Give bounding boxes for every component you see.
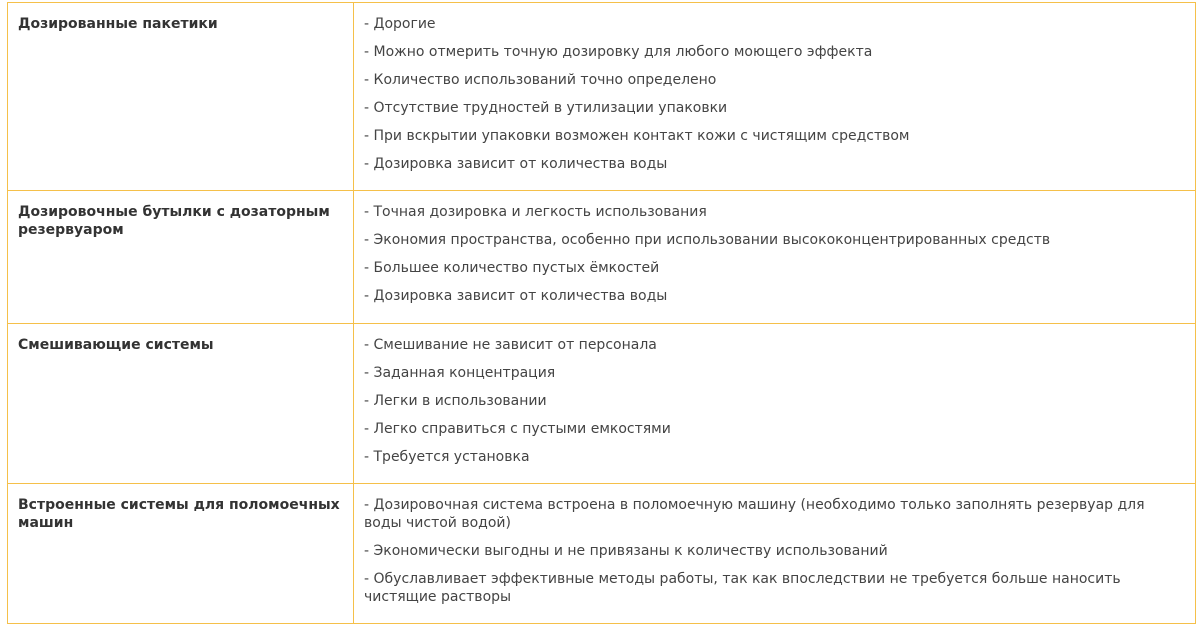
row-items	[354, 324, 1196, 484]
row-items	[354, 3, 1196, 191]
row-label: Смешивающие системы	[8, 324, 354, 484]
list-item: - Дозировка зависит от количества воды	[364, 288, 668, 304]
list-item: - Обуславливает эффективные методы работы, так как впоследствии не требуется больше наносить чистящие растворы	[364, 571, 1121, 605]
list-item: - Требуется установка	[364, 449, 530, 465]
table-row	[8, 484, 1196, 624]
list-item: - Легко справиться с пустыми емкостями	[364, 421, 671, 437]
list-item: - При вскрытии упаковки возможен контакт кожи с чистящим средством	[364, 128, 910, 144]
row-label: Дозировочные бутылки с дозаторным резервуаром	[8, 191, 354, 324]
list-item: - Легки в использовании	[364, 393, 547, 409]
list-item: - Отсутствие трудностей в утилизации упаковки	[364, 100, 728, 116]
table-row	[8, 191, 1196, 324]
list-item: - Экономия пространства, особенно при использовании высококонцентрированных средств	[364, 232, 1051, 248]
list-item: - Точная дозировка и легкость использования	[364, 204, 707, 220]
row-label: Дозированные пакетики	[8, 3, 354, 191]
row-items	[354, 191, 1196, 324]
comparison-table	[7, 2, 1196, 624]
list-item: - Можно отмерить точную дозировку для любого моющего эффекта	[364, 44, 873, 60]
list-item: - Дозировочная система встроена в поломоечную машину (необходимо только заполнять резервуар для воды чистой водой)	[364, 497, 1145, 531]
list-item: - Большее количество пустых ёмкостей	[364, 260, 660, 276]
table-row	[8, 324, 1196, 484]
list-item: - Количество использований точно определено	[364, 72, 717, 88]
list-item: - Смешивание не зависит от персонала	[364, 337, 657, 353]
row-items	[354, 484, 1196, 624]
list-item: - Дорогие	[364, 16, 436, 32]
list-item: - Дозировка зависит от количества воды	[364, 156, 668, 172]
table-row	[8, 3, 1196, 191]
list-item: - Экономически выгодны и не привязаны к количеству использований	[364, 543, 888, 559]
row-label: Встроенные системы для поломоечных машин	[8, 484, 354, 624]
list-item: - Заданная концентрация	[364, 365, 556, 381]
